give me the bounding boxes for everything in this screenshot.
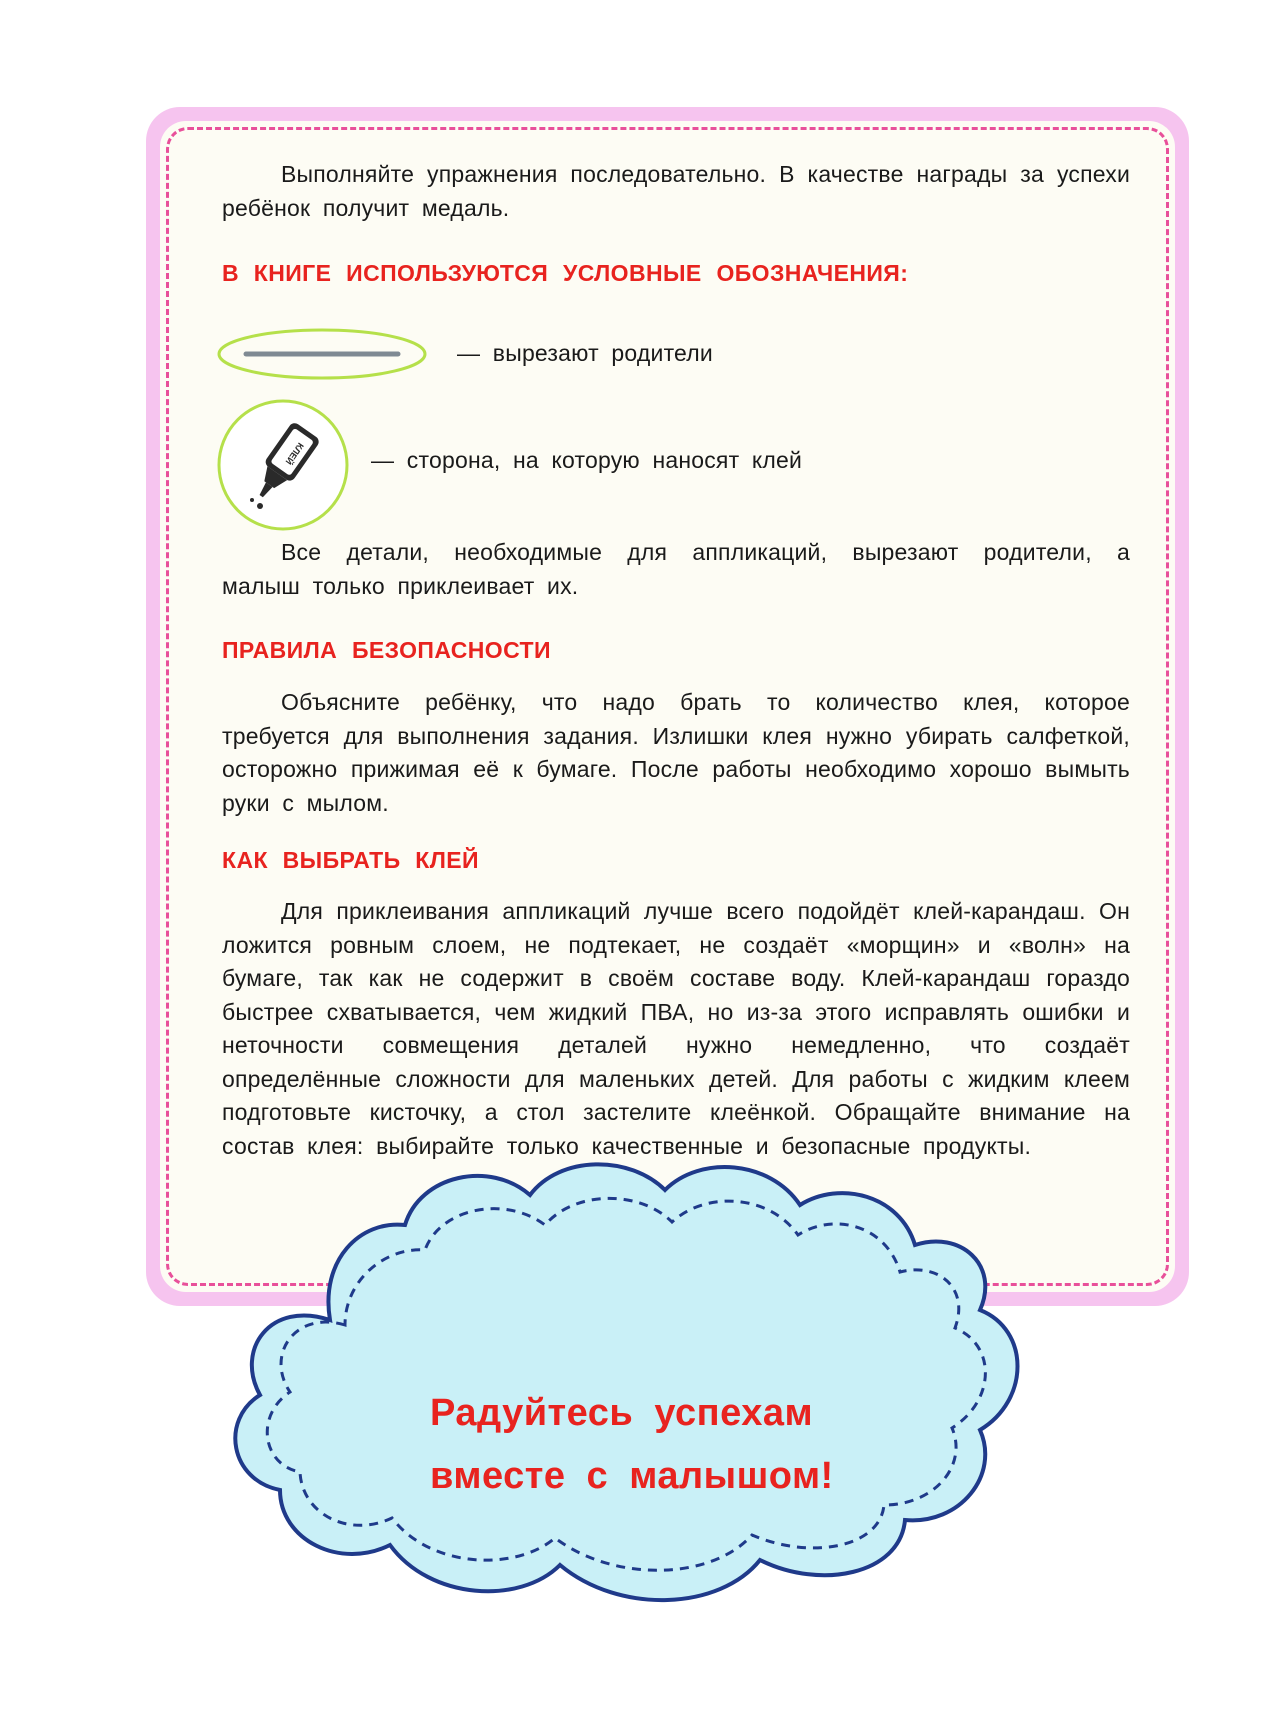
details-paragraph: Все детали, необходимые для аппликаций, вырезают родители, а малыш только приклеивает их. xyxy=(222,539,1130,599)
safety-paragraph: Объясните ребёнку, что надо брать то количество клея, которое требуется для выполнения задания. Излишки клея нужно убирать салфеткой, осторожно прижимая её к бумаге. После работы необходимо хорошо вымыть руки с мылом. xyxy=(222,689,1130,816)
safety-heading: ПРАВИЛА БЕЗОПАСНОСТИ xyxy=(222,637,551,663)
glue-legend-label: — сторона, на которую наносят клей xyxy=(371,447,803,473)
glue-choice-paragraph: Для приклеивания аппликаций лучше всего подойдёт клей-карандаш. Он ложится ровным слоем, не подтекает, не создаёт «морщин» и «волн» на бумаге, так как не содержит в своём составе воду. Клей-карандаш гораздо быстрее схватывается, чем жидкий ПВА, но из-за этого исправлять ошибки и неточности совмещения деталей нужно немедленно, что создаёт определённые сложности для маленьких детей. Для работы с жидким клеем подготовьте кисточку, а стол застелите клеёнкой. Обращайте внимание на состав клея: выбирайте только качественные и безопасные продукты. xyxy=(222,898,1130,1159)
glue-choice-heading: КАК ВЫБРАТЬ КЛЕЙ xyxy=(222,847,479,873)
cloud-message xyxy=(330,1382,890,1508)
legend-heading: В КНИГЕ ИСПОЛЬЗУЮТСЯ УСЛОВНЫЕ ОБОЗНАЧЕНИЯ: xyxy=(222,260,909,286)
glue-bottle-label: КЛЕЙ xyxy=(283,440,306,467)
cloud-line-2: вместе с малышом! xyxy=(430,1455,834,1497)
cloud-line-1: Радуйтесь успехам xyxy=(430,1392,814,1434)
cut-legend-label: — вырезают родители xyxy=(457,340,713,366)
intro-paragraph: Выполняйте упражнения последовательно. В качестве награды за успехи ребёнок получит медаль. xyxy=(222,161,1130,221)
